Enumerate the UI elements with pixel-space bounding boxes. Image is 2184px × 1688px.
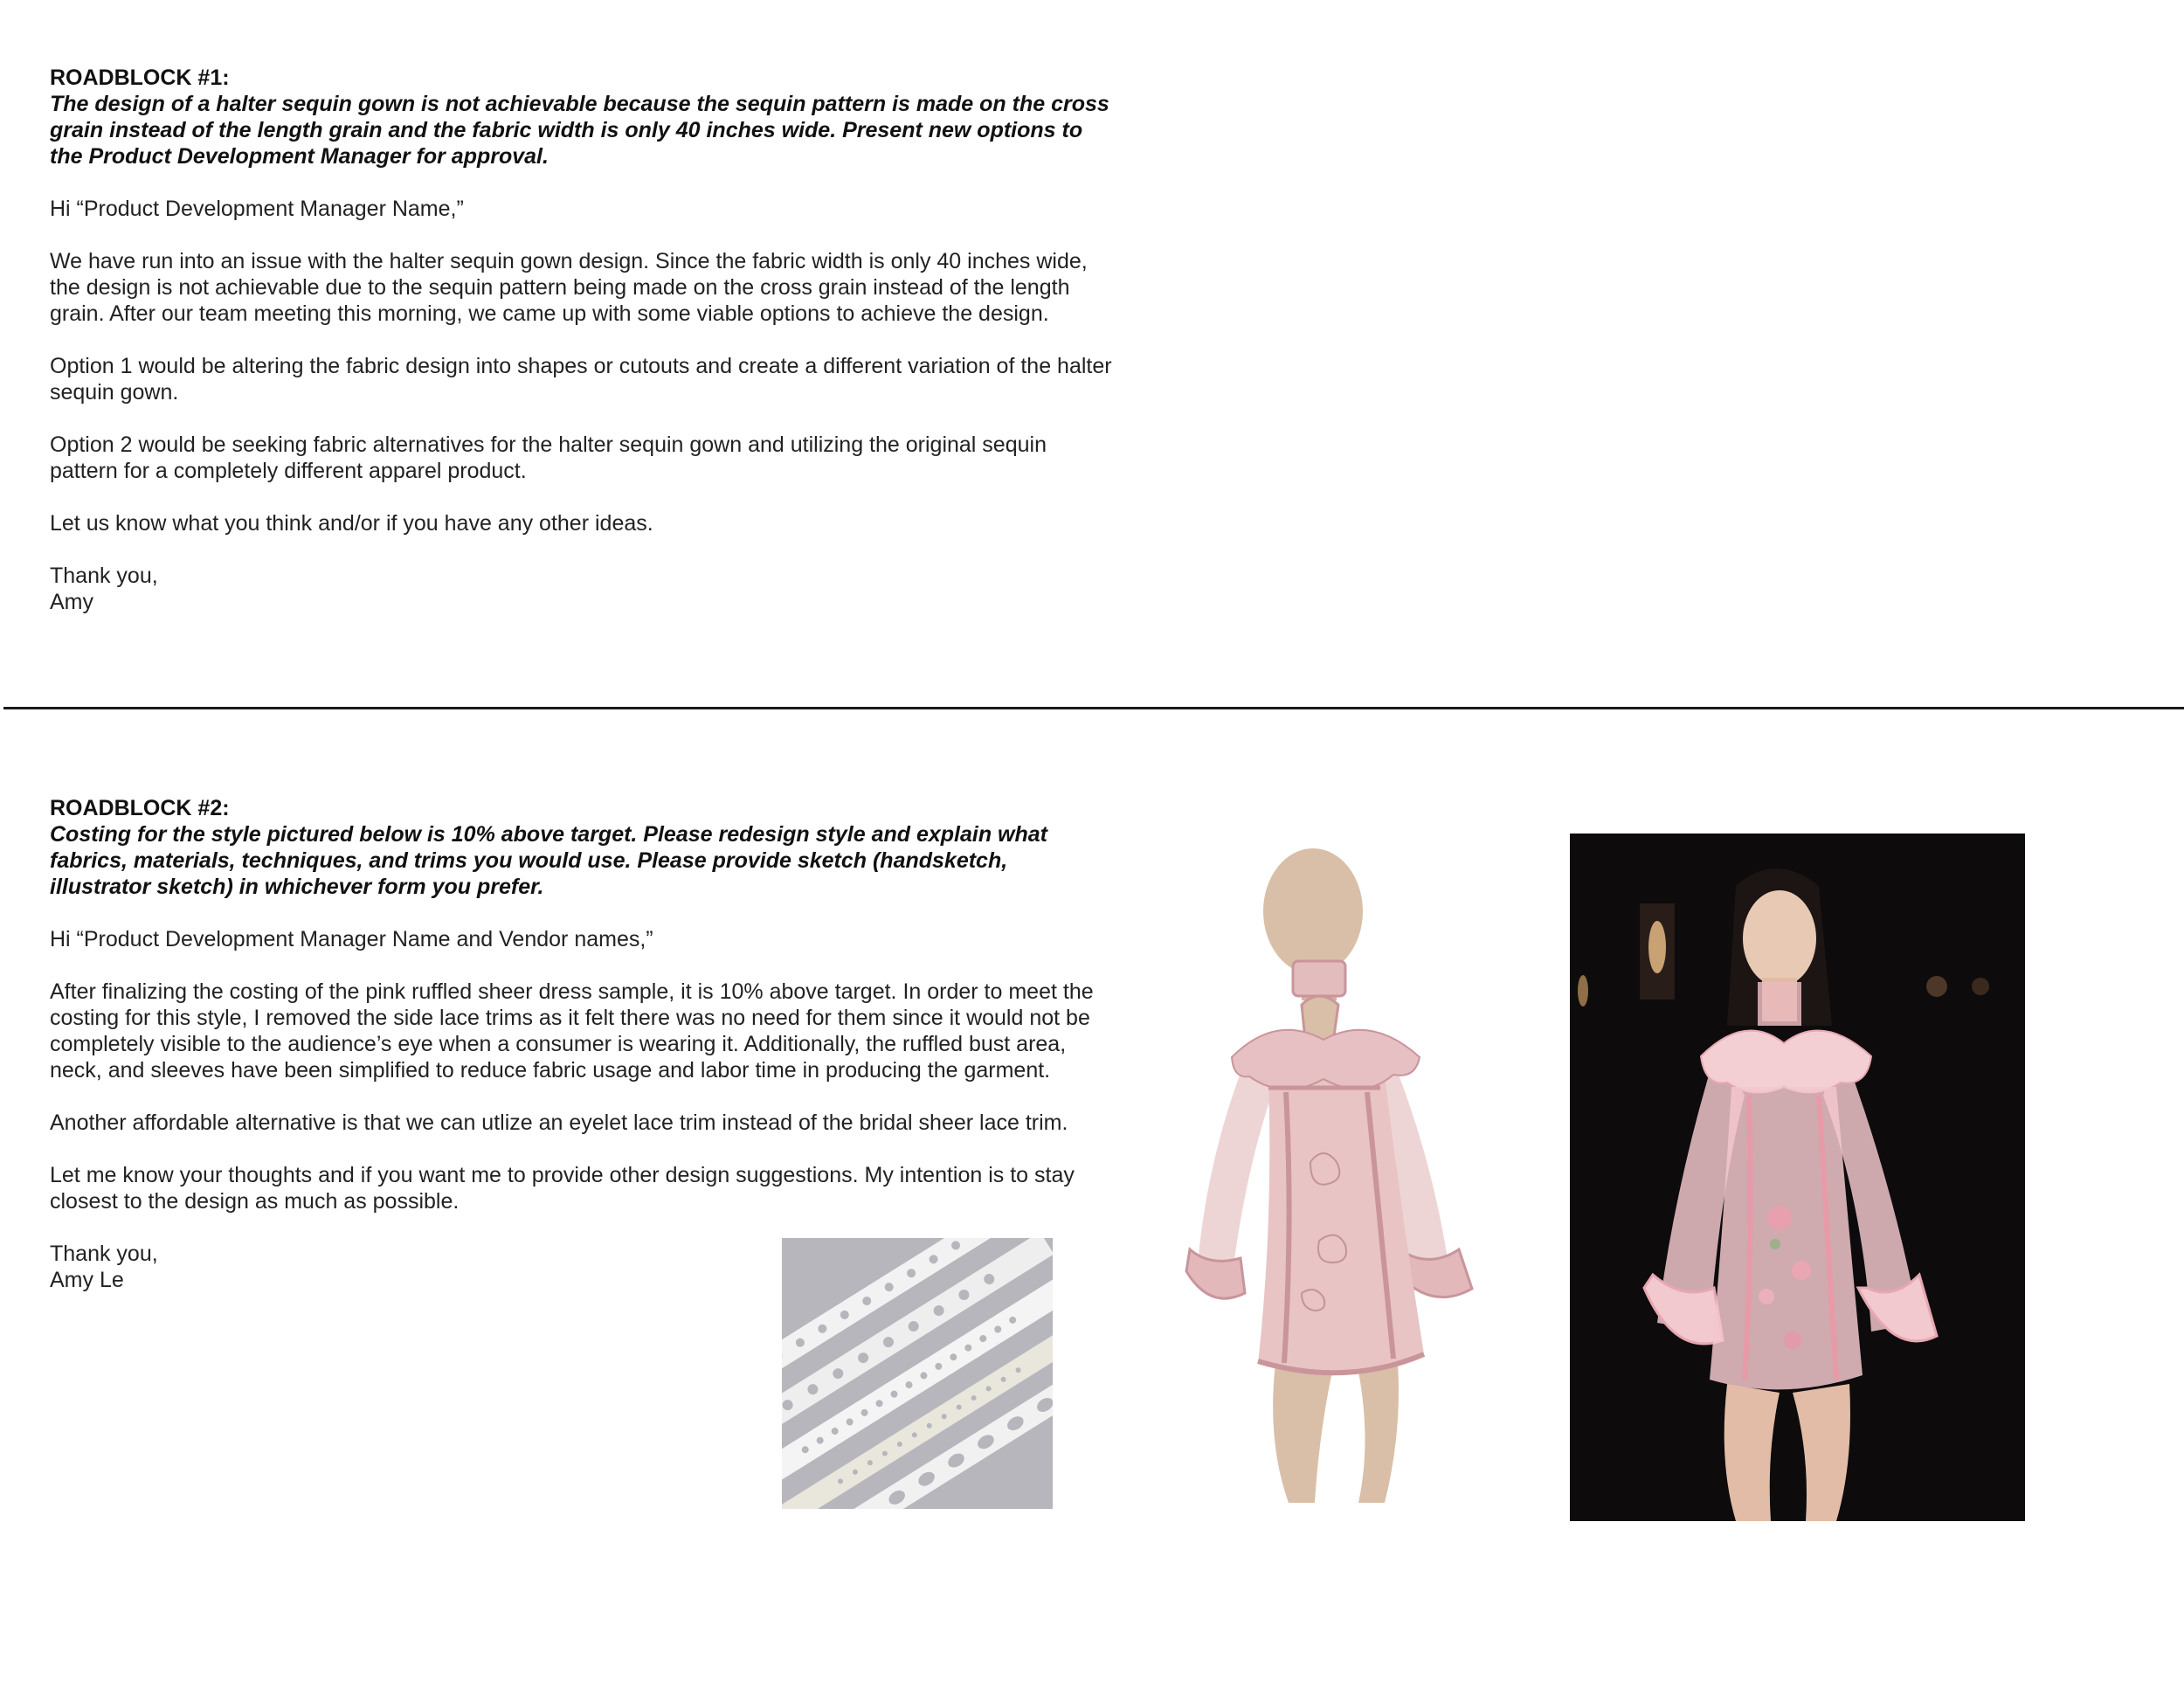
roadblock-1-paragraph: We have run into an issue with the halter sequin gown design. Since the fabric width is only 40 inches wide, the design is not achievable due to the sequin pattern being made on the cross grain instead of the length grain. After our team meeting this morning, we came up with some viable options to achieve the design. bbox=[50, 249, 1088, 326]
roadblock-2-prompt: Costing for the style pictured below is 10% above target. Please redesign style and explain what fabrics, materials, techniques, and trims you would use. Please provide sketch (handsketch, illustrator sketch) in whichever form you prefer. bbox=[50, 822, 1047, 899]
roadblock-1-paragraph: Let us know what you think and/or if you have any other ideas. bbox=[50, 511, 653, 536]
roadblock-1-prompt: The design of a halter sequin gown is not achievable because the sequin pattern is made on the cross grain instead of the length grain and the fabric width is only 40 inches wide. Present new options to the Product Development Manager for approval. bbox=[50, 92, 1109, 169]
dress-sketch-illustration bbox=[1171, 839, 1511, 1512]
roadblock-1-section bbox=[50, 65, 1116, 615]
roadblock-1-closing: Thank you, bbox=[50, 564, 158, 588]
roadblock-1-greeting: Hi “Product Development Manager Name,” bbox=[50, 197, 464, 221]
lace-trim-photo bbox=[782, 1238, 1053, 1509]
roadblock-2-title: ROADBLOCK #2: bbox=[50, 796, 230, 820]
roadblock-1-paragraph: Option 1 would be altering the fabric design into shapes or cutouts and create a different variation of the halter sequin gown. bbox=[50, 354, 1112, 405]
section-divider bbox=[3, 707, 2184, 709]
roadblock-2-paragraph: Another affordable alternative is that we can utlize an eyelet lace trim instead of the bridal sheer lace trim. bbox=[50, 1110, 1068, 1135]
roadblock-2-greeting: Hi “Product Development Manager Name and Vendor names,” bbox=[50, 927, 653, 951]
roadblock-2-closing: Thank you, bbox=[50, 1242, 158, 1266]
roadblock-2-paragraph: Let me know your thoughts and if you want me to provide other design suggestions. My intention is to stay closest to the design as much as possible. bbox=[50, 1163, 1075, 1214]
roadblock-1-signature: Amy bbox=[50, 590, 93, 614]
roadblock-2-paragraph: After finalizing the costing of the pink ruffled sheer dress sample, it is 10% above target. In order to meet the costing for this style, I removed the side lace trims as it felt there was no need for them since it would not be completely visible to the audience’s eye when a consumer is wearing it. Additionally, the ruffled bust area, neck, and sleeves have been simplified to reduce fabric usage and labor time in producing the garment. bbox=[50, 979, 1094, 1083]
roadblock-2-signature: Amy Le bbox=[50, 1268, 124, 1292]
roadblock-2-section bbox=[50, 795, 1098, 1293]
dress-photo bbox=[1570, 834, 2025, 1521]
roadblock-1-title: ROADBLOCK #1: bbox=[50, 66, 230, 90]
roadblock-1-paragraph: Option 2 would be seeking fabric alternatives for the halter sequin gown and utilizing the original sequin pattern for a completely different apparel product. bbox=[50, 432, 1047, 483]
